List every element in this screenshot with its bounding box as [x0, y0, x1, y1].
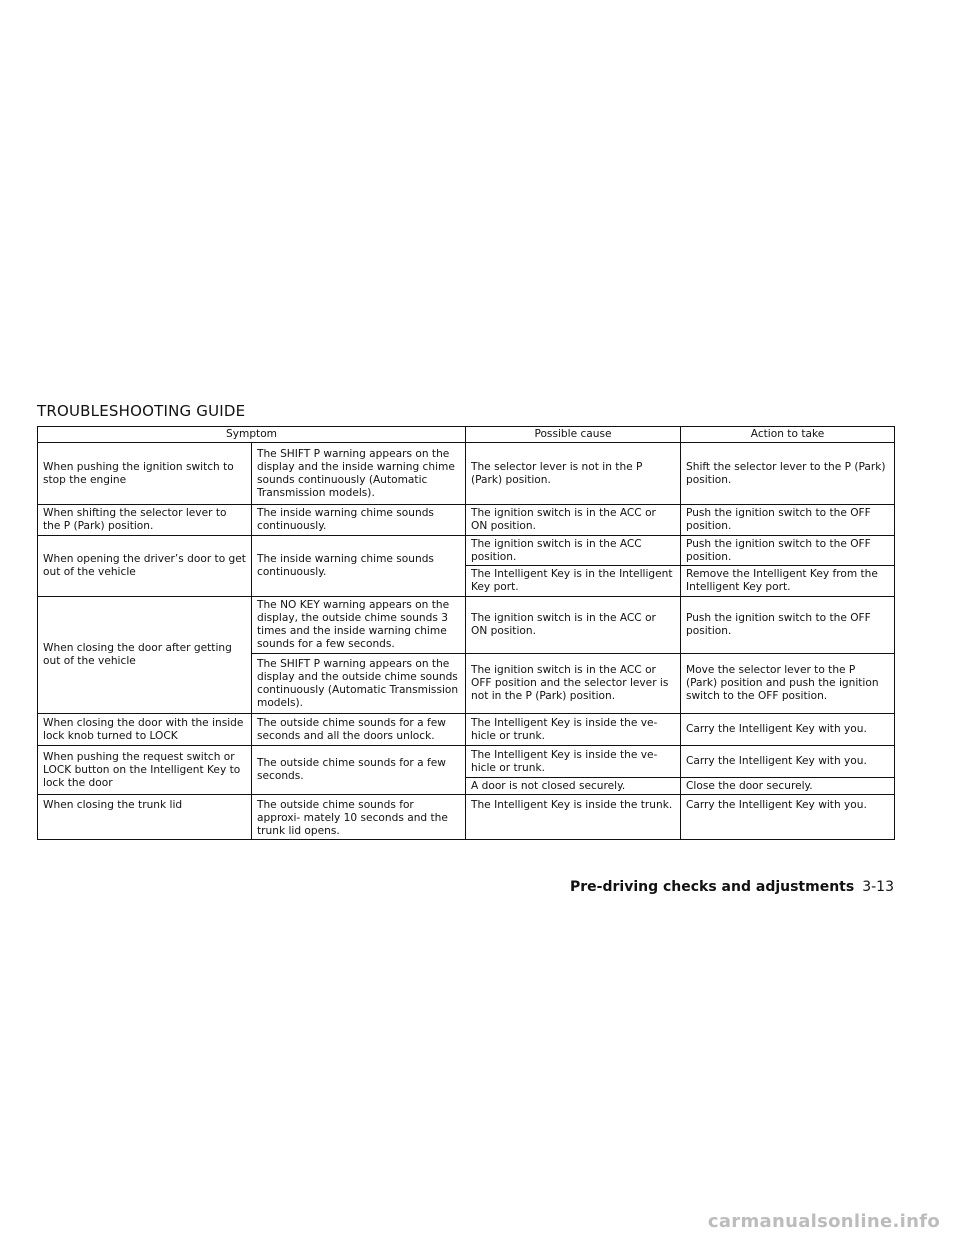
cause-cell: The ignition switch is in the ACC or ON position. [466, 505, 681, 536]
troubleshooting-table [37, 426, 895, 840]
action-cell: Carry the Intelligent Key with you. [681, 795, 895, 840]
condition-cell: The outside chime sounds for a few seconds. [252, 746, 466, 795]
table-row [38, 746, 895, 778]
action-cell: Remove the Intelligent Key from the Intelligent Key port. [681, 566, 895, 597]
action-cell: Carry the Intelligent Key with you. [681, 746, 895, 778]
header-possible-cause: Possible cause [466, 427, 681, 443]
cause-cell: The ignition switch is in the ACC or ON position. [466, 597, 681, 654]
condition-cell: The inside warning chime sounds continuously. [252, 536, 466, 597]
cause-cell: A door is not closed securely. [466, 778, 681, 795]
condition-cell: The SHIFT P warning appears on the display and the outside chime sounds continuously (Automatic Transmission models). [252, 654, 466, 714]
table-row [38, 505, 895, 536]
symptom-cell: When opening the driver’s door to get out of the vehicle [38, 536, 252, 597]
condition-cell: The NO KEY warning appears on the display, the outside chime sounds 3 times and the inside warning chime sounds for a few seconds. [252, 597, 466, 654]
symptom-cell: When closing the trunk lid [38, 795, 252, 840]
table-row [38, 795, 895, 840]
header-action: Action to take [681, 427, 895, 443]
symptom-cell: When pushing the request switch or LOCK button on the Intelligent Key to lock the door [38, 746, 252, 795]
table-header-row [38, 427, 895, 443]
cause-cell: The Intelligent Key is inside the trunk. [466, 795, 681, 840]
cause-cell: The ignition switch is in the ACC position. [466, 536, 681, 566]
action-cell: Push the ignition switch to the OFF position. [681, 505, 895, 536]
action-cell: Carry the Intelligent Key with you. [681, 714, 895, 746]
action-cell: Close the door securely. [681, 778, 895, 795]
cause-cell: The selector lever is not in the P (Park) position. [466, 443, 681, 505]
condition-cell: The inside warning chime sounds continuously. [252, 505, 466, 536]
table-row [38, 597, 895, 654]
condition-cell: The SHIFT P warning appears on the display and the inside warning chime sounds continuously (Automatic Transmission models). [252, 443, 466, 505]
action-cell: Push the ignition switch to the OFF position. [681, 597, 895, 654]
cause-cell: The ignition switch is in the ACC or OFF position and the selector lever is not in the P (Park) position. [466, 654, 681, 714]
cause-cell: The Intelligent Key is inside the ve- hicle or trunk. [466, 746, 681, 778]
condition-cell: The outside chime sounds for approxi- mately 10 seconds and the trunk lid opens. [252, 795, 466, 840]
condition-cell: The outside chime sounds for a few seconds and all the doors unlock. [252, 714, 466, 746]
table-row [38, 536, 895, 566]
symptom-cell: When closing the door after getting out of the vehicle [38, 597, 252, 714]
action-cell: Shift the selector lever to the P (Park) position. [681, 443, 895, 505]
cause-cell: The Intelligent Key is inside the ve- hicle or trunk. [466, 714, 681, 746]
action-cell: Move the selector lever to the P (Park) position and push the ignition switch to the OFF position. [681, 654, 895, 714]
table-row [38, 714, 895, 746]
table-row [38, 443, 895, 505]
cause-cell: The Intelligent Key is in the Intelligent Key port. [466, 566, 681, 597]
header-symptom: Symptom [38, 427, 466, 443]
symptom-cell: When closing the door with the inside lock knob turned to LOCK [38, 714, 252, 746]
action-cell: Push the ignition switch to the OFF position. [681, 536, 895, 566]
page-title: TROUBLESHOOTING GUIDE [37, 402, 246, 420]
footer-section-title: Pre-driving checks and adjustments [570, 879, 855, 895]
page-number: 3-13 [862, 879, 894, 895]
page-footer [570, 879, 894, 895]
watermark: carmanualsonline.info [707, 1211, 940, 1232]
symptom-cell: When pushing the ignition switch to stop the engine [38, 443, 252, 505]
symptom-cell: When shifting the selector lever to the P (Park) position. [38, 505, 252, 536]
